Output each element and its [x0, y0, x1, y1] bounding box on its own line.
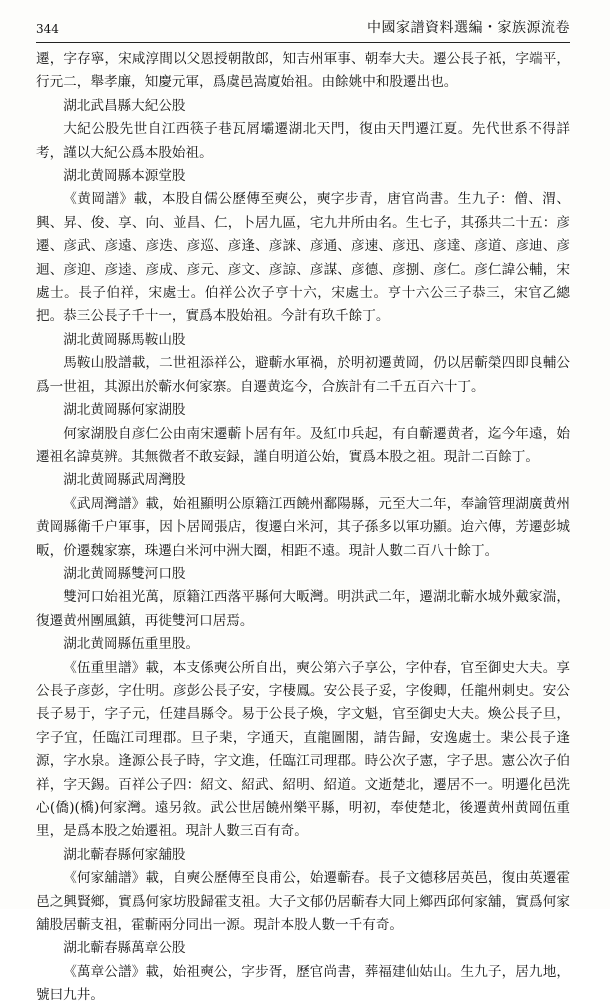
body-paragraph: 《伍重里譜》載，本支係奭公所自出，奭公第六子享公，字仲春，官至御史大夫。享公長子彦彭，字仕明。彦彭公長子安，字棲鳳。安公長子妥，字俊卿，任龍州刺史。安公長子易于，字子元，任建昌縣令。易于公長子煥，字文魁，官至御史大夫。煥公長子旦，字子宜，任臨江司理郡。旦子棐，字通天，直龍圖閣，請告歸，安逸處士。棐公長子逢源，字水泉。逢源公長子時，字文進，任臨江司理郡。時公次子憲，字子思。憲公次子伯祥，字天錫。百祥公子四：紹文、紹武、紹明、紹道。文逝楚北，遷居不一。明遷化邑洗心(僑)(橋)何家灣。遠另敘。武公世居饒州樂平縣，明初，奉使楚北，後遷黄州黄岡伍重里，是爲本股之始遷祖。現計人數三百有奇。 [36, 659, 570, 840]
section-heading: 湖北黄岡縣何家湖股 [63, 402, 186, 419]
body-paragraph: 何家湖股自彦仁公由南宋遷蘄卜居有年。及紅巾兵起，有自蘄遷黄者，迄今年遠，始遷祖名諱莫辨。其無微者不敢妄録，謹自明道公始，實爲本股之祖。現計二百餘丁。 [36, 425, 570, 465]
body-paragraph: 雙河口始祖光萬，原籍江西落平縣何大畈灣。明洪武二年，遷湖北蘄水城外戴家湍，復遷黄州團風鎮，再徙雙河口居焉。 [36, 589, 570, 629]
body-paragraph: 大紀公股先世自江西筷子巷瓦屑壩遷湖北天門，復由天門遷江夏。先代世系不得詳考，謹以大紀公爲本股始祖。 [36, 121, 570, 161]
section-heading: 湖北武昌縣大紀公股 [63, 97, 186, 114]
section-heading: 湖北黄岡縣武周灣股 [63, 472, 186, 489]
main-text [36, 48, 570, 1008]
section-heading: 湖北黄岡縣本源堂股 [63, 168, 186, 185]
running-head: 中國家譜資料選編・家族源流卷 [367, 20, 570, 36]
body-paragraph: 《萬章公譜》載，始祖奭公，字步胥，歷官尚書，葬福建仙姑山。生九子，居九地，號曰九井。 [36, 963, 570, 1004]
body-paragraph: 《武周灣譜》載，始祖顯明公原籍江西饒州鄱陽縣，元至大二年，奉諭管理湖廣黄州黄岡縣衛千户軍事，因卜居岡張店，復遷白米河，其子孫多以軍功顯。迨六傳，芳遷彭城畈，价遷魏家寨，珠遷白米河中洲大圈，相距不遠。現計人數二百八十餘丁。 [36, 495, 570, 559]
section-heading: 湖北蘄春縣何家舖股 [63, 846, 186, 863]
section-heading: 湖北蘄春縣萬章公股 [63, 940, 186, 957]
section-heading: 湖北黄岡縣伍重里股。 [63, 636, 200, 653]
continued-paragraph: 遷，字存寧，宋咸淳間以父恩授朝散郎，知吉州軍事、朝奉大夫。遷公長子祇，字端平，行元二，舉孝廉，知慶元軍，爲虞邑嵩廈始祖。由餘姚中和股遷出也。 [36, 51, 570, 91]
section-heading: 湖北黄岡縣雙河口股 [63, 565, 186, 582]
page-header [36, 14, 570, 43]
body-paragraph: 《黄岡譜》載，本股自儒公歷傳至奭公，奭字步青，唐官尚書。生九子：僧、渭、興、昇、俊、享、向、並昌、仁，卜居九區，宅九井所由名。生七子，其孫共二十五：彦遷、彦武、彦遠、彦迭、彦巡、彦逢、彦誺、彦通、彦速、彦迅、彦達、彦道、彦迪、彦迴、彦迎、彦逵、彦成、彦元、彦文、彦諒、彦謀、彦德、彦捌、彦仁。彦仁諱公輔，宋處士。長子伯祥，宋處士。伯祥公次子亨十六，宋處士。亨十六公三子恭三，宋官乙總把。恭三公長子千十一，實爲本股始祖。今計有玖千餘丁。 [36, 191, 570, 325]
body-paragraph: 馬鞍山股譜載，二世祖添祥公，避蘄水軍禍，於明初遷黄岡，仍以居蘄榮四即良輔公爲一世祖，其源出於蘄水何家寨。自遷黄迄今，合族計有二千五百六十丁。 [36, 355, 570, 395]
body-paragraph: 《何家舖譜》載，自奭公歷傳至良甫公，始遷蘄春。長子文德移居英邑，復由英遷霍邑之興賢鄉，實爲何家坊股歸霍支祖。大子文郁仍居蘄春大同上鄉西邱何家舖，實爲何家舖股居蘄支祖，霍蘄兩分同出一源。現計本股人數一千有奇。 [36, 870, 570, 934]
page-number: 344 [36, 22, 59, 36]
section-heading: 湖北黄岡縣馬鞍山股 [63, 331, 186, 348]
